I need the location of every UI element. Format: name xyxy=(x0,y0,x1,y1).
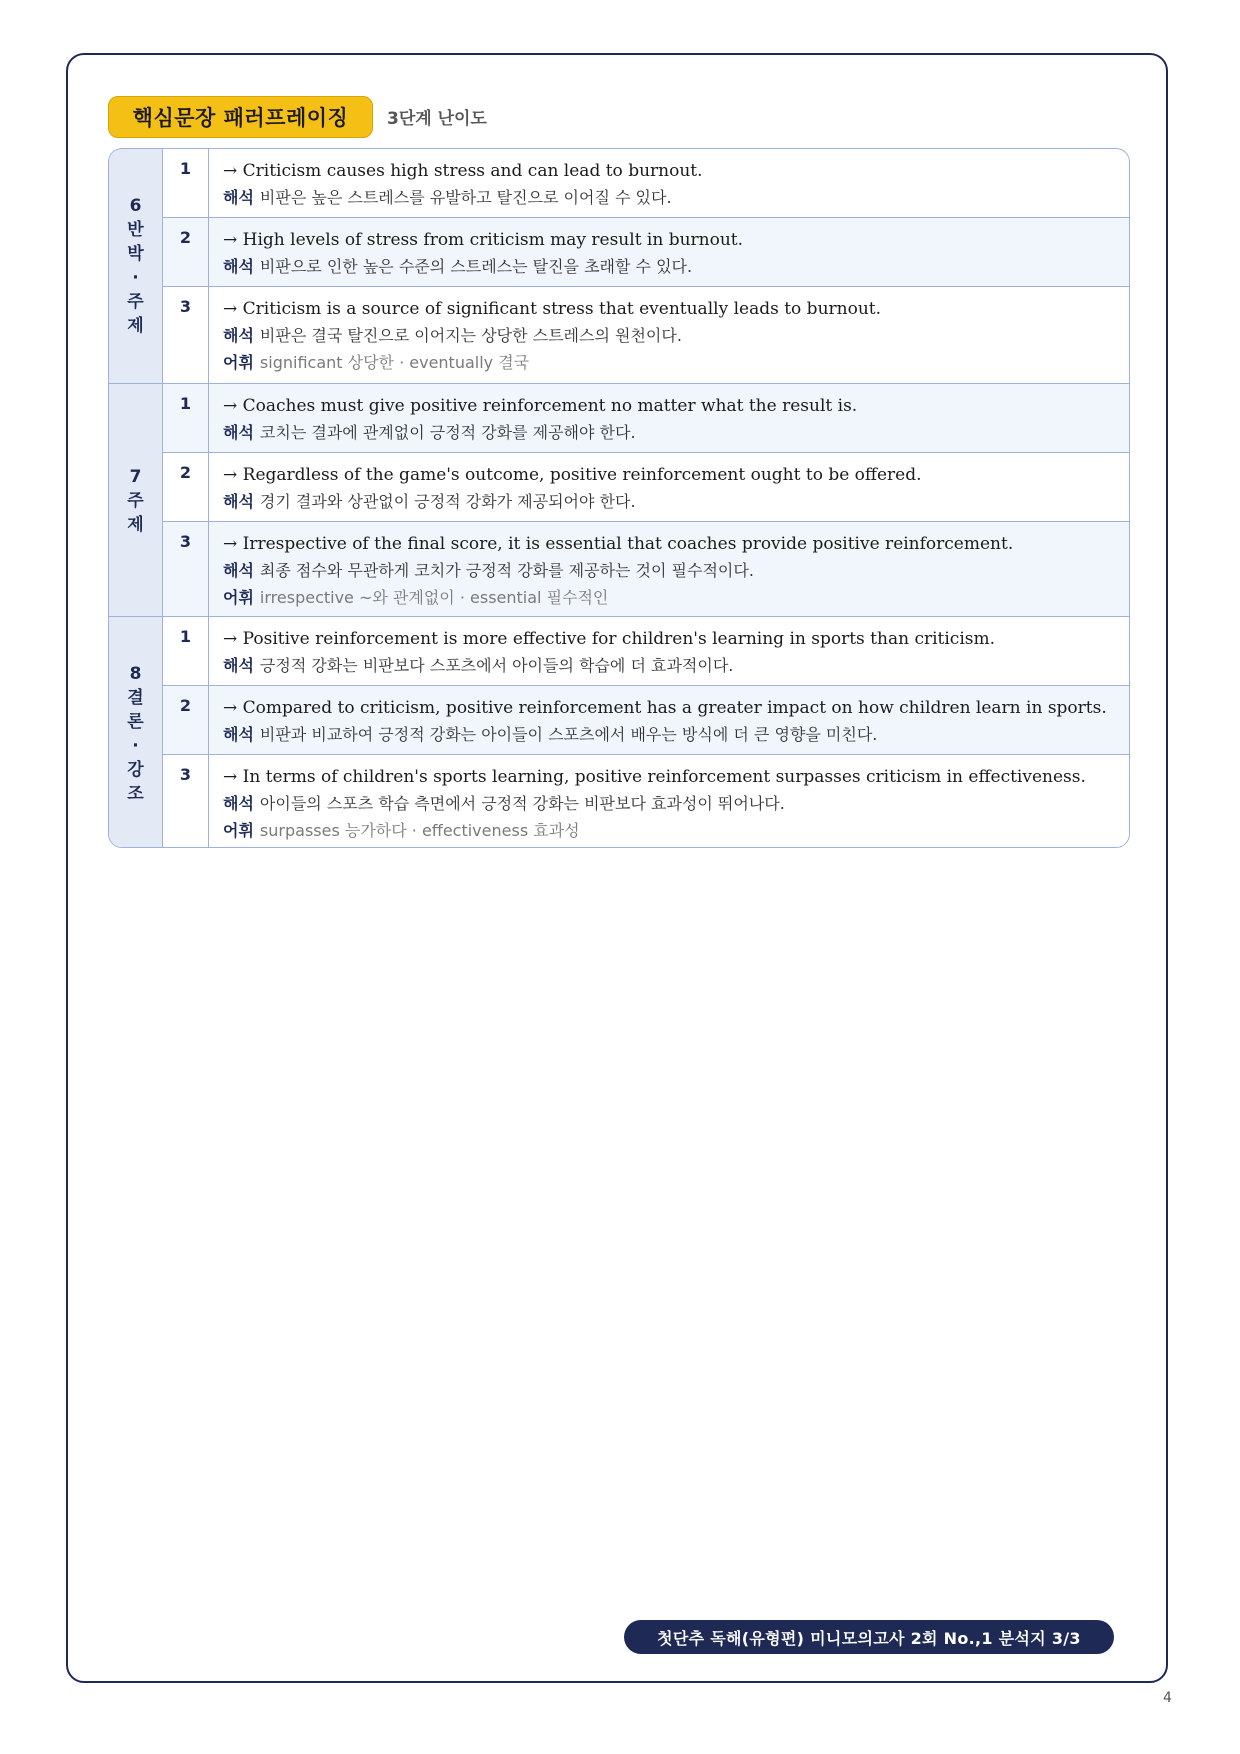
section-title-badge: 핵심문장 패러프레이징 xyxy=(108,96,373,138)
group-label: 8 결 론· 강 조 xyxy=(109,617,163,848)
row-number: 1 xyxy=(163,384,209,452)
interpretation-line: 해석 비판은 높은 스트레스를 유발하고 탈진으로 이어질 수 있다. xyxy=(223,188,672,207)
row-number: 2 xyxy=(163,453,209,521)
paraphrase-sentence: → Irrespective of the final score, it is essential that coaches provide positive reinforcement. xyxy=(223,534,1014,554)
row-number: 2 xyxy=(163,686,209,754)
table-row xyxy=(163,521,1129,617)
row-number: 2 xyxy=(163,218,209,286)
group-8 xyxy=(109,616,1129,848)
page-number: 4 xyxy=(1163,1690,1172,1706)
paraphrase-sentence: → Compared to criticism, positive reinforcement has a greater impact on how children learn in sports. xyxy=(223,698,1107,718)
interpretation-line: 해석 비판은 결국 탈진으로 이어지는 상당한 스트레스의 원천이다. xyxy=(223,326,682,345)
row-number: 3 xyxy=(163,755,209,848)
interpretation-line: 해석 아이들의 스포츠 학습 측면에서 긍정적 강화는 비판보다 효과성이 뛰어나다. xyxy=(223,794,785,813)
interpretation-line: 해석 경기 결과와 상관없이 긍정적 강화가 제공되어야 한다. xyxy=(223,492,636,511)
paraphrase-sentence: → Criticism is a source of significant stress that eventually leads to burnout. xyxy=(223,299,882,319)
footer-title-pill: 첫단추 독해(유형편) 미니모의고사 2회 No.,1 분석지 3/3 xyxy=(624,1620,1114,1654)
table-row xyxy=(163,617,1129,685)
paraphrase-sentence: → Positive reinforcement is more effective for children's learning in sports than criticism. xyxy=(223,629,996,649)
interpretation-line: 해석 최종 점수와 무관하게 코치가 긍정적 강화를 제공하는 것이 필수적이다. xyxy=(223,561,754,580)
interpretation-line: 해석 긍정적 강화는 비판보다 스포츠에서 아이들의 학습에 더 효과적이다. xyxy=(223,656,734,675)
vocabulary-line: 어휘 significant 상당한 · eventually 결국 xyxy=(223,353,530,372)
group-6 xyxy=(109,149,1129,383)
vocabulary-line: 어휘 irrespective ~와 관계없이 · essential 필수적인 xyxy=(223,588,609,607)
paraphrase-table xyxy=(108,148,1130,848)
row-number: 3 xyxy=(163,522,209,617)
group-label: 6 반 박· 주 제 xyxy=(109,149,163,383)
row-number: 1 xyxy=(163,149,209,217)
interpretation-line: 해석 비판과 비교하여 긍정적 강화는 아이들이 스포츠에서 배우는 방식에 더 큰 영향을 미친다. xyxy=(223,725,878,744)
vocabulary-line: 어휘 surpasses 능가하다 · effectiveness 효과성 xyxy=(223,821,580,840)
row-number: 1 xyxy=(163,617,209,685)
table-row xyxy=(163,217,1129,286)
table-row xyxy=(163,384,1129,452)
paraphrase-sentence: → High levels of stress from criticism may result in burnout. xyxy=(223,230,744,250)
row-number: 3 xyxy=(163,287,209,383)
difficulty-label: 3단계 난이도 xyxy=(387,109,487,129)
group-7 xyxy=(109,383,1129,617)
group-label: 7 주 제 xyxy=(109,384,163,617)
interpretation-line: 해석 비판으로 인한 높은 수준의 스트레스는 탈진을 초래할 수 있다. xyxy=(223,257,693,276)
table-row xyxy=(163,149,1129,217)
table-row xyxy=(163,452,1129,521)
interpretation-line: 해석 코치는 결과에 관계없이 긍정적 강화를 제공해야 한다. xyxy=(223,423,636,442)
paraphrase-sentence: → Regardless of the game's outcome, positive reinforcement ought to be offered. xyxy=(223,465,922,485)
paraphrase-sentence: → Coaches must give positive reinforcement no matter what the result is. xyxy=(223,396,858,416)
table-row xyxy=(163,754,1129,848)
table-row xyxy=(163,685,1129,754)
table-row xyxy=(163,286,1129,383)
paraphrase-sentence: → In terms of children's sports learning, positive reinforcement surpasses criticism in effectiveness. xyxy=(223,767,1086,787)
paraphrase-sentence: → Criticism causes high stress and can lead to burnout. xyxy=(223,161,703,181)
